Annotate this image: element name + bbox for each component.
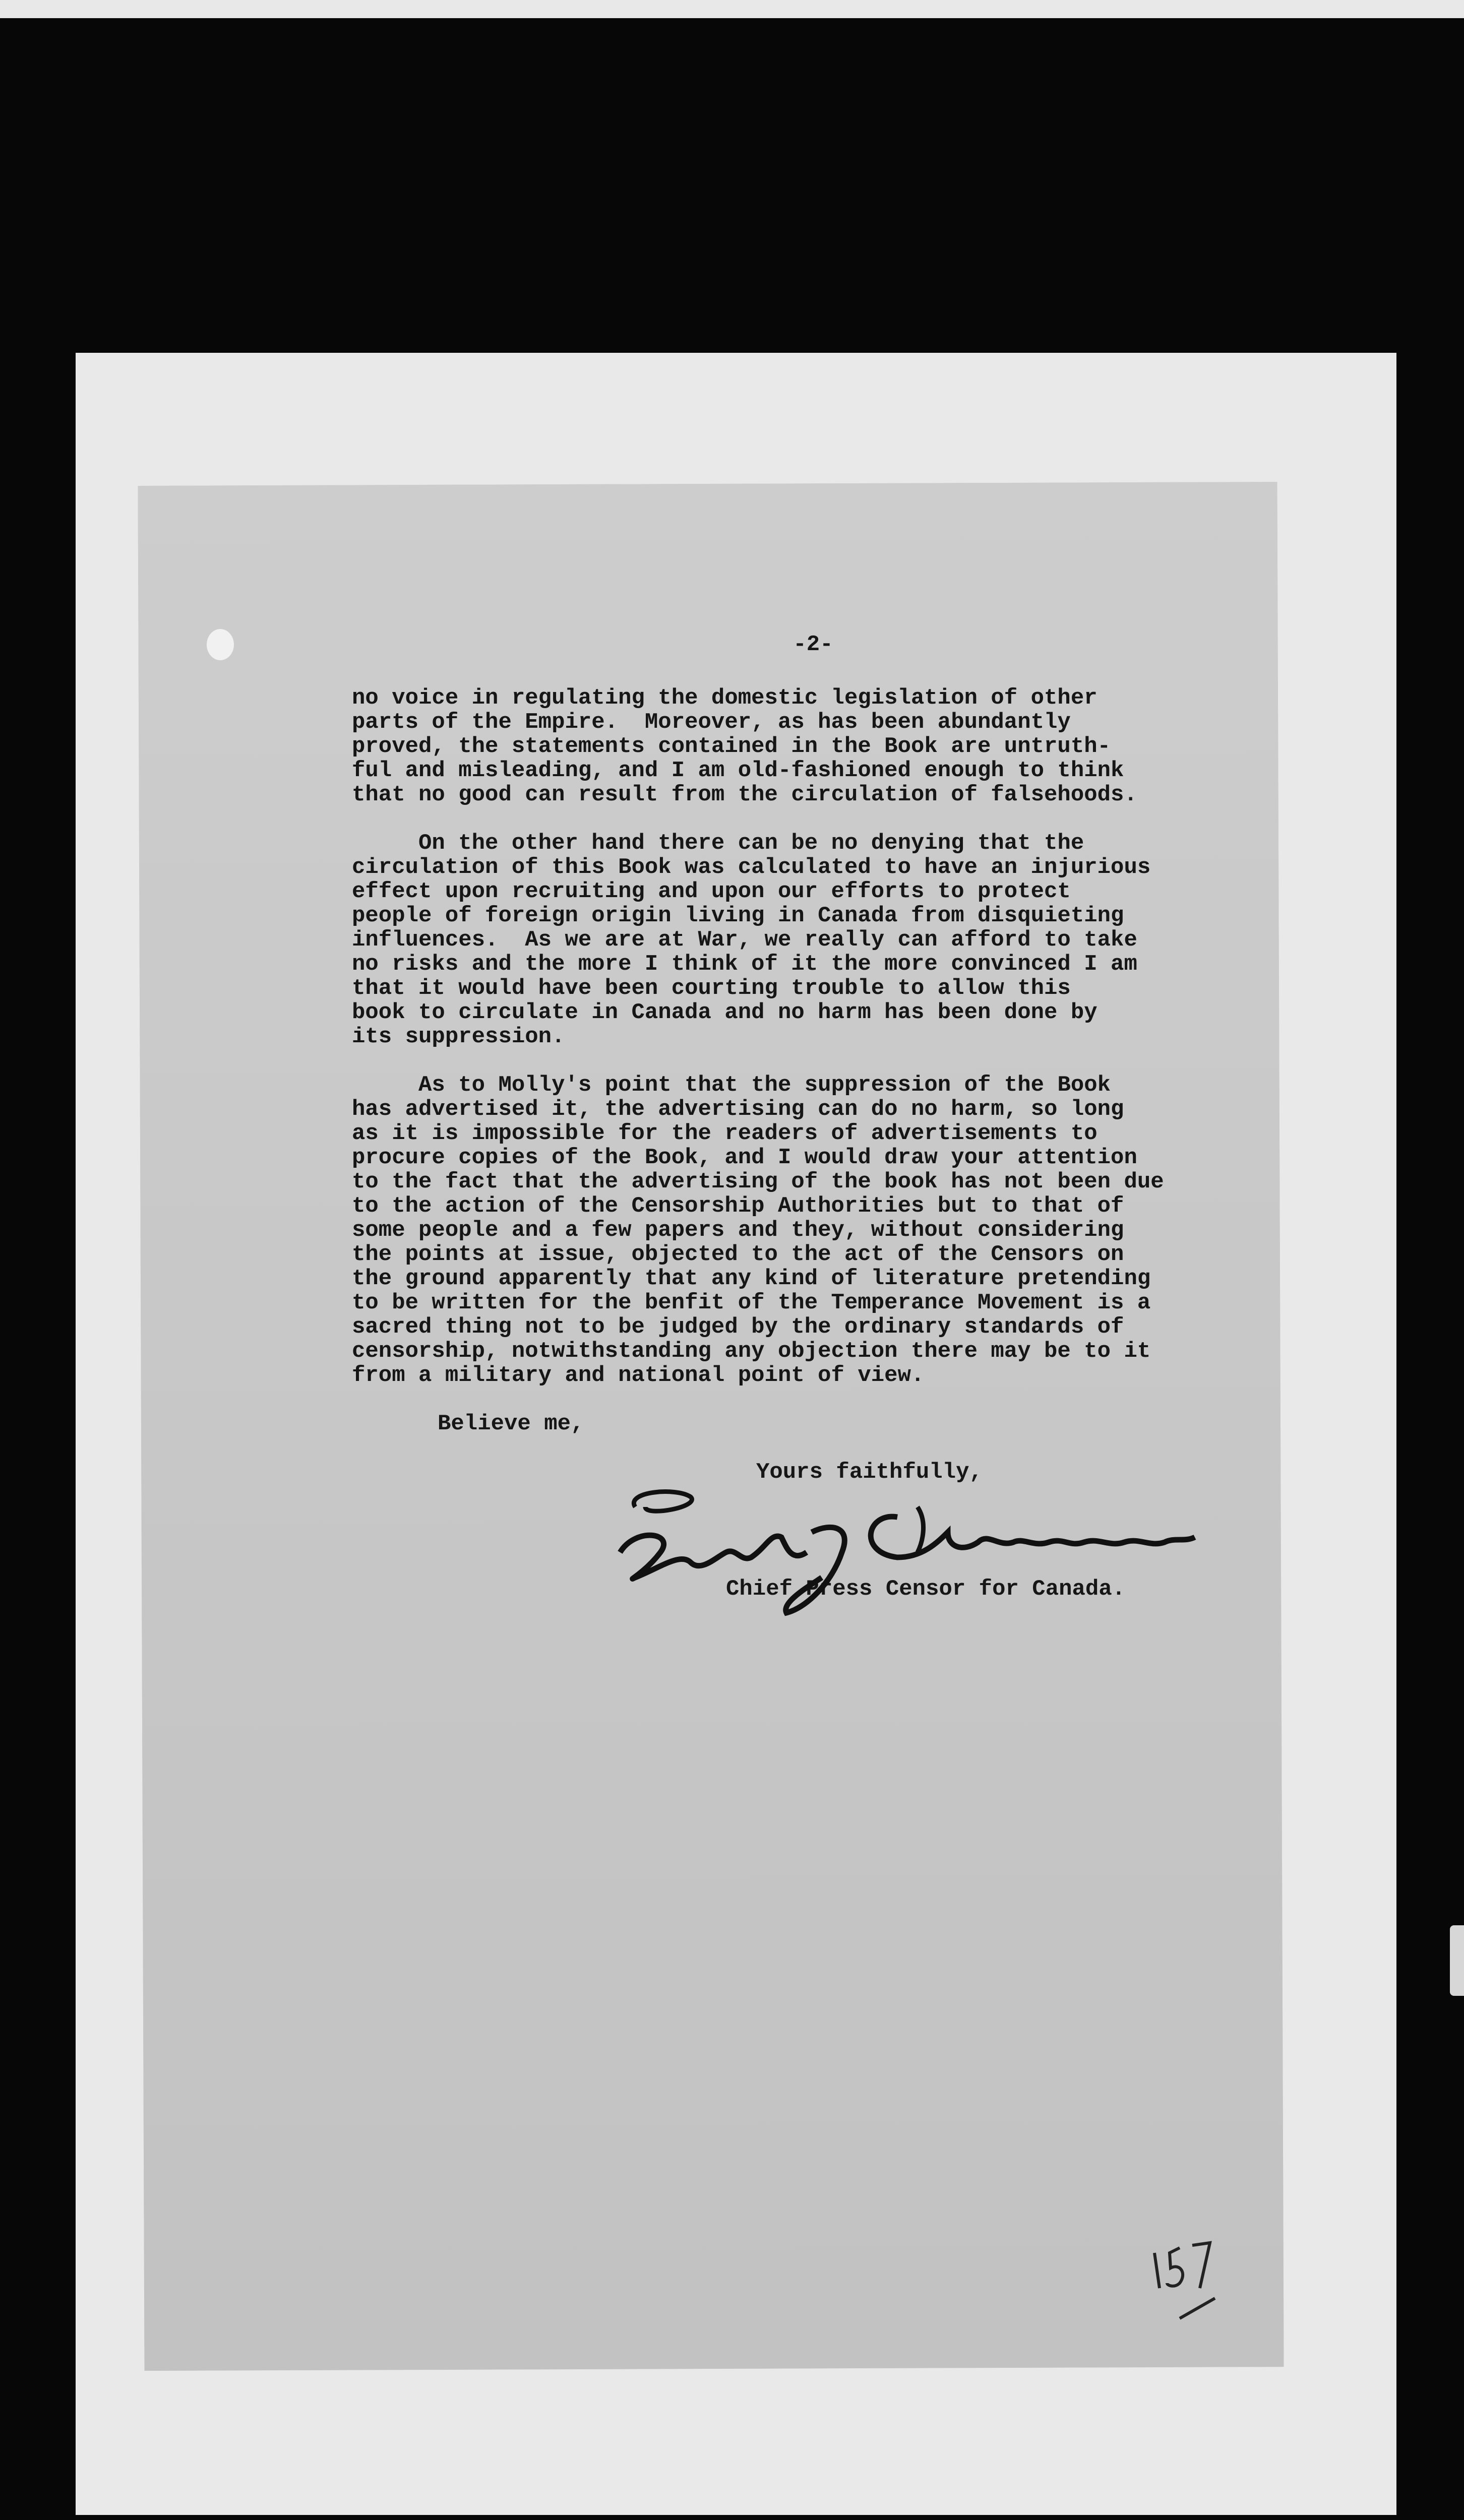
paragraph-gap [352,1049,1229,1073]
paragraph-gap [352,807,1229,831]
edge-tab [1450,1925,1464,1996]
paragraph-1: no voice in regulating the domestic legislation of other parts of the Empire. Moreover, as has been abundantly proved, the statements contained in the Book are untruth- ful and misleading, and I am old-fashioned enough to think that no good can result from the circulation of falsehoods. [352,685,1137,807]
page-number: -2- [793,632,833,657]
valediction: Yours faithfully, [756,1460,983,1485]
signer-title: Chief Press Censor for Canada. [726,1577,1126,1602]
film-edge-strip [0,0,1464,18]
paragraph-2: On the other hand there can be no denying that the circulation of this Book was calculated to have an injurious effect upon recruiting and upon our efforts to protect people of foreign origin living in Canada from disquieting influences. As we are at War, we really can afford to take no risks and the more I think of it the more convinced I am that it would have been courting trouble to allow this book to circulate in Canada and no harm has been done by its suppression. [352,831,1151,1049]
punch-hole [207,629,234,660]
folio-number-mark [1144,2233,1220,2323]
letter-body [352,633,1229,1601]
handwritten-signature [615,1477,1210,1623]
closing-line: Believe me, [438,1411,584,1436]
paragraph-3: As to Molly's point that the suppression of the Book has advertised it, the advertising can do no harm, so long as it is impossible for the readers of advertisements to procure copies of the Book, and I would draw your attention to the fact that the advertising of the book has not been due to the action of the Censorship Authorities but to that of some people and a few papers and they, without considering the points at issue, objected to the act of the Censors on the ground apparently that any kind of literature pretending to be written for the benfit of the Temperance Movement is a sacred thing not to be judged by the ordinary standards of censorship, notwithstanding any objection there may be to it from a military and national point of view. [352,1073,1164,1388]
